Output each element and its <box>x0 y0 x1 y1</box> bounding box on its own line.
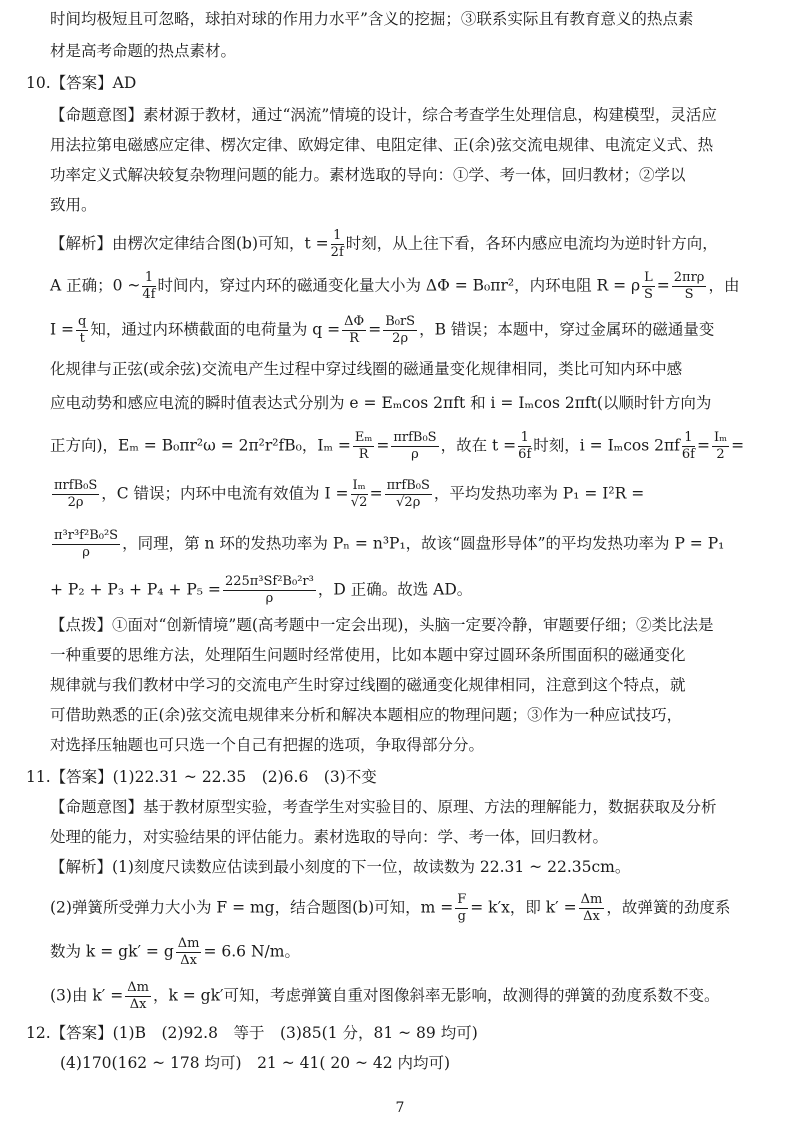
text-span: I = <box>50 320 75 339</box>
numerator: πrfB₀S <box>386 478 430 493</box>
text-span: ，平均发热功率为 P₁ = I²R = <box>433 484 645 503</box>
denominator: 2ρ <box>67 495 84 510</box>
text-span: 时刻，i = Iₘcos 2πf <box>533 436 680 455</box>
formula-line <box>50 980 720 1013</box>
denominator: ρ <box>82 545 90 560</box>
formula-line <box>50 228 718 261</box>
text-line: (4)170(162 ~ 178 均可) 21 ~ 41( 20 ~ 42 内均可) <box>60 1054 451 1072</box>
fraction <box>712 430 729 463</box>
formula-line <box>50 936 300 969</box>
text-span: ，由 <box>708 276 740 295</box>
denominator: ρ <box>265 591 274 606</box>
text-span: ，同理，第 n 环的发热功率为 Pₙ = n³P₁，故该“圆盘形导体”的平均发热功率为 P = P₁ <box>122 534 725 553</box>
denominator: ρ <box>411 447 419 462</box>
numerator: πrfB₀S <box>393 430 437 445</box>
denominator: R <box>349 331 360 346</box>
numerator: πrfB₀S <box>54 478 98 493</box>
numerator: Δm <box>127 980 149 995</box>
text-line: 致用。 <box>50 196 97 214</box>
numerator: 2πrρ <box>673 270 705 285</box>
formula-line <box>50 892 730 925</box>
text-span: = <box>368 320 382 339</box>
question-11-answer: 11.【答案】(1)22.31 ~ 22.35 (2)6.6 (3)不变 <box>26 768 377 786</box>
text-span: 时刻，从上往下看，各环内感应电流均为逆时针方向， <box>345 234 718 253</box>
text-line: 对选择压轴题也可只选一个自己有把握的选项，争取得部分分。 <box>50 736 485 754</box>
text-span: ，B 错误；本题中，穿过金属环的磁通量变 <box>419 320 715 339</box>
denominator: 6f <box>518 447 532 462</box>
numerator: Iₘ <box>352 478 366 493</box>
formula-line <box>50 528 724 561</box>
denominator: 2ρ <box>392 331 409 346</box>
numerator: 1 <box>331 228 344 245</box>
text-line: 【命题意图】基于教材原型实验，考查学生对实验目的、原理、方法的理解能力，数据获取及分析 <box>50 798 717 816</box>
denominator: S <box>684 287 694 302</box>
denominator: √2 <box>350 495 368 510</box>
fraction <box>76 314 88 347</box>
formula-line <box>50 478 644 511</box>
fraction <box>223 574 316 607</box>
text-span: ，故弹簧的劲度系 <box>606 898 731 917</box>
numerator: B₀rS <box>385 314 416 329</box>
numerator: 1 <box>682 430 695 447</box>
denominator: R <box>358 447 369 462</box>
text-span: 时间内，穿过内环的磁通变化量大小为 ΔΦ = B₀πr²，内环电阻 R = ρ <box>157 276 641 295</box>
fraction <box>342 314 366 347</box>
text-span: = k′x，即 k′ = <box>470 898 577 917</box>
denominator: 4f <box>142 287 156 302</box>
denominator: 2 <box>716 447 725 462</box>
fraction <box>52 478 99 511</box>
text-line: 处理的能力，对实验结果的评估能力。素材选取的导向：学、考一体，回归教材。 <box>50 828 609 846</box>
denominator: S <box>644 287 653 302</box>
text-span: ，D 正确。故选 AD。 <box>317 580 473 599</box>
numerator: 1 <box>518 430 531 447</box>
fraction <box>142 270 155 303</box>
denominator: t <box>79 331 85 346</box>
fraction <box>176 936 202 969</box>
text-span: 正方向)，Eₘ = B₀πr²ω = 2π²r²fB₀，Iₘ = <box>50 436 351 455</box>
fraction <box>672 270 707 303</box>
text-line: 应电动势和感应电流的瞬时值表达式分别为 e = Eₘcos 2πft 和 i = Iₘcos 2πft(以顺时针方向为 <box>50 394 712 412</box>
denominator: g <box>457 909 466 924</box>
text-line: 可借助熟悉的正(余)弦交流电规律来分析和解决本题相应的物理问题；③作为一种应试技巧， <box>50 706 683 724</box>
text-line: 功率定义式解决较复杂物理问题的能力。素材选取的导向：①学、考一体，回归教材；②学以 <box>50 166 686 184</box>
fraction <box>455 892 468 925</box>
fraction <box>579 892 605 925</box>
text-line: 【命题意图】素材源于教材，通过“涡流”情境的设计，综合考查学生处理信息，构建模型，灵活应 <box>50 106 717 124</box>
text-span: A 正确；0 ~ <box>50 276 141 295</box>
text-span: (2)弹簧所受弹力大小为 F = mg，结合题图(b)可知，m = <box>50 898 454 917</box>
text-line: 一种重要的思维方法，处理陌生问题时经常使用，比如本题中穿过圆环条所围面积的磁通变化 <box>50 646 686 664</box>
denominator: 6f <box>681 447 695 462</box>
text-line: 时间均极短且可忽略，球拍对球的作用力水平”含义的挖掘；③联系实际且有教育意义的热点素 <box>50 10 694 28</box>
fraction <box>125 980 151 1013</box>
fraction <box>52 528 120 561</box>
fraction <box>353 430 374 463</box>
numerator: 225π³Sf²B₀²r³ <box>224 574 314 589</box>
numerator: π³r³f²B₀²S <box>54 528 119 543</box>
fraction <box>518 430 531 463</box>
denominator: Δx <box>129 997 147 1012</box>
question-10-answer: 10.【答案】AD <box>26 74 137 92</box>
text-line: 化规律与正弦(或余弦)交流电产生过程中穿过线圈的磁通量变化规律相同，类比可知内环中感 <box>50 360 683 378</box>
formula-line <box>50 430 744 463</box>
text-span: = <box>656 276 670 295</box>
text-span: ，k = gk′可知，考虑弹簧自重对图像斜率无影响，故测得的弹簧的劲度系数不变。 <box>152 986 720 1005</box>
numerator: Δm <box>177 936 200 951</box>
text-span: = 6.6 N/m。 <box>203 942 300 961</box>
text-line: 规律就与我们教材中学习的交流电产生时穿过线圈的磁通变化规律相同，注意到这个特点，就 <box>50 676 686 694</box>
denominator: Δx <box>180 953 197 968</box>
formula-line <box>50 314 714 347</box>
text-span: (3)由 k′ = <box>50 986 124 1005</box>
formula-line <box>50 270 739 303</box>
denominator: √2ρ <box>396 495 421 510</box>
fraction <box>391 430 438 463</box>
page-number: 7 <box>395 1100 405 1116</box>
text-span: + P₂ + P₃ + P₄ + P₅ = <box>50 580 221 599</box>
text-span: ，C 错误；内环中电流有效值为 I = <box>101 484 349 503</box>
text-span: = <box>731 436 745 455</box>
text-line: 【解析】(1)刻度尺读数应估读到最小刻度的下一位，故读数为 22.31 ~ 22.35cm。 <box>50 858 631 876</box>
text-line: 用法拉第电磁感应定律、楞次定律、欧姆定律、电阻定律、正(余)弦交流电规律、电流定义式、热 <box>50 136 714 154</box>
fraction <box>385 478 432 511</box>
text-span: = <box>376 436 390 455</box>
numerator: q <box>78 314 87 329</box>
text-span: = <box>696 436 710 455</box>
question-12-answer: 12.【答案】(1)B (2)92.8 等于 (3)85(1 分，81 ~ 89 均可) <box>26 1024 478 1042</box>
numerator: ΔΦ <box>344 314 365 329</box>
text-span: 数为 k = gk′ = g <box>50 942 174 961</box>
formula-line <box>50 574 472 607</box>
fraction <box>331 228 344 261</box>
numerator: 1 <box>142 270 155 287</box>
text-span: = <box>369 484 383 503</box>
text-line: 材是高考命题的热点素材。 <box>50 42 237 60</box>
fraction <box>351 478 368 511</box>
text-line: 【点拨】①面对“创新情境”题(高考题中一定会出现)，头脑一定要冷静，审题要仔细；②类比法是 <box>50 616 714 634</box>
denominator: 2f <box>330 245 344 260</box>
numerator: Iₘ <box>713 430 728 445</box>
denominator: Δx <box>583 909 600 924</box>
text-span: 知，通过内环横截面的电荷量为 q = <box>90 320 341 339</box>
numerator: F <box>457 892 467 907</box>
numerator: L <box>644 270 653 285</box>
numerator: Eₘ <box>354 430 373 445</box>
fraction <box>642 270 655 303</box>
text-span: 【解析】由楞次定律结合图(b)可知，t = <box>50 234 329 253</box>
text-span: ，故在 t = <box>440 436 517 455</box>
numerator: Δm <box>580 892 603 907</box>
fraction <box>383 314 417 347</box>
fraction <box>682 430 695 463</box>
